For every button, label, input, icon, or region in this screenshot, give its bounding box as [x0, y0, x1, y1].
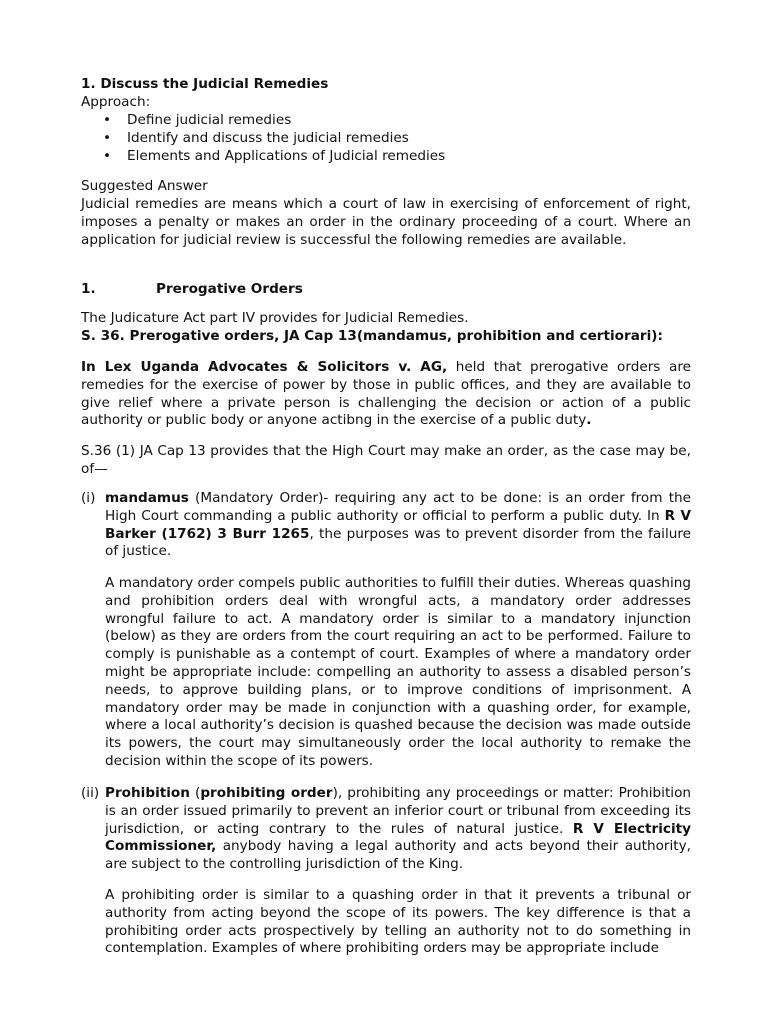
prohibition-definition: Prohibition (prohibiting order), prohibiting any proceedings or matter: Prohibition is an order issued primarily to prevent an inferior court or tribunal from exceeding its jurisdiction, or acting contrary to the rules of natural justice. R V Electricity Commissioner, anybody having a legal authority and acts beyond their authority, are subject to the controlling jurisdiction of the King.: [105, 785, 692, 873]
case-citation: R V Electricity Commissioner,: [105, 820, 691, 855]
term: Prohibition: [105, 785, 190, 801]
s36-heading: S. 36. Prerogative orders, JA Cap 13(mandamus, prohibition and certiorari):: [81, 328, 663, 344]
approach-list: [81, 112, 691, 165]
suggested-answer-text: Judicial remedies are means which a court of law in exercising of enforcement of right, imposes a penalty or makes an order in the ordinary proceeding of a court. Where an application for judicial review is successful the following remedies are available.: [81, 196, 691, 248]
case-citation: R V Barker (1762) 3 Burr 1265: [105, 507, 691, 542]
section-heading: [81, 281, 691, 299]
bullet-icon: •: [103, 129, 112, 146]
section-intro: The Judicature Act part IV provides for Judicial Remedies.: [81, 310, 469, 326]
section-number: 1.: [81, 281, 96, 297]
term: mandamus: [105, 490, 189, 506]
question-heading: 1. Discuss the Judicial Remedies: [81, 76, 329, 92]
prohibition-paragraph: A prohibiting order is similar to a quashing order in that it prevents a tribunal or authority from acting beyond the scope of its powers. The key difference is that a prohibiting order acts prospectively by telling an authority not to do something in contemplation. Examples of where prohibiting orders may be appropriate include: [105, 887, 691, 957]
suggested-answer-label: Suggested Answer: [81, 178, 208, 194]
s36-paragraph: S.36 (1) JA Cap 13 provides that the High Court may make an order, as the case may be, of—: [81, 443, 691, 477]
mandamus-definition: mandamus (Mandatory Order)- requiring any act to be done: is an order from the High Court commanding a public authority or official to perform a public duty. In R V Barker (1762) 3 Burr 1265, the purposes was to prevent disorder from the failure of justice.: [105, 490, 691, 560]
bullet-icon: •: [103, 112, 112, 128]
lex-uganda-paragraph: In Lex Uganda Advocates & Solicitors v. AG, held that prerogative orders are remedies for the exercise of power by those in public offices, and they are available to give relief where a private person is challenging the decision or action of a public authority or public body or anyone actibng in the exercise of a public duty.: [81, 359, 691, 429]
approach-item: • Identify and discuss the judicial remedies: [103, 129, 409, 146]
bullet-icon: •: [103, 147, 112, 164]
section-title: Prerogative Orders: [156, 281, 303, 297]
approach-item: • Elements and Applications of Judicial remedies: [103, 147, 446, 164]
approach-item: • Define judicial remedies: [103, 112, 292, 128]
case-citation: In Lex Uganda Advocates & Solicitors v. AG,: [81, 359, 448, 375]
mandamus-paragraph: A mandatory order compels public authorities to fulfill their duties. Whereas quashing and prohibition orders deal with wrongful acts, a mandatory order addresses wrongful failure to act. A mandatory order is similar to a mandatory injunction (below) as they are orders from the court requiring an act to be performed. Failure to comply is punishable as a contempt of court. Examples of where a mandatory order might be appropriate include: compelling an authority to assess a disabled person’s needs, to approve building plans, or to improve conditions of imprisonment. A mandatory order may be made in conjunction with a quashing order, for example, where a local authority’s decision is quashed because the decision was made outside its powers, the court may simultaneously order the local authority to remake the decision within the scope of its powers.: [105, 575, 691, 769]
approach-label: Approach:: [81, 94, 151, 110]
list-number: (i): [81, 490, 96, 506]
list-number: (ii): [81, 785, 100, 801]
